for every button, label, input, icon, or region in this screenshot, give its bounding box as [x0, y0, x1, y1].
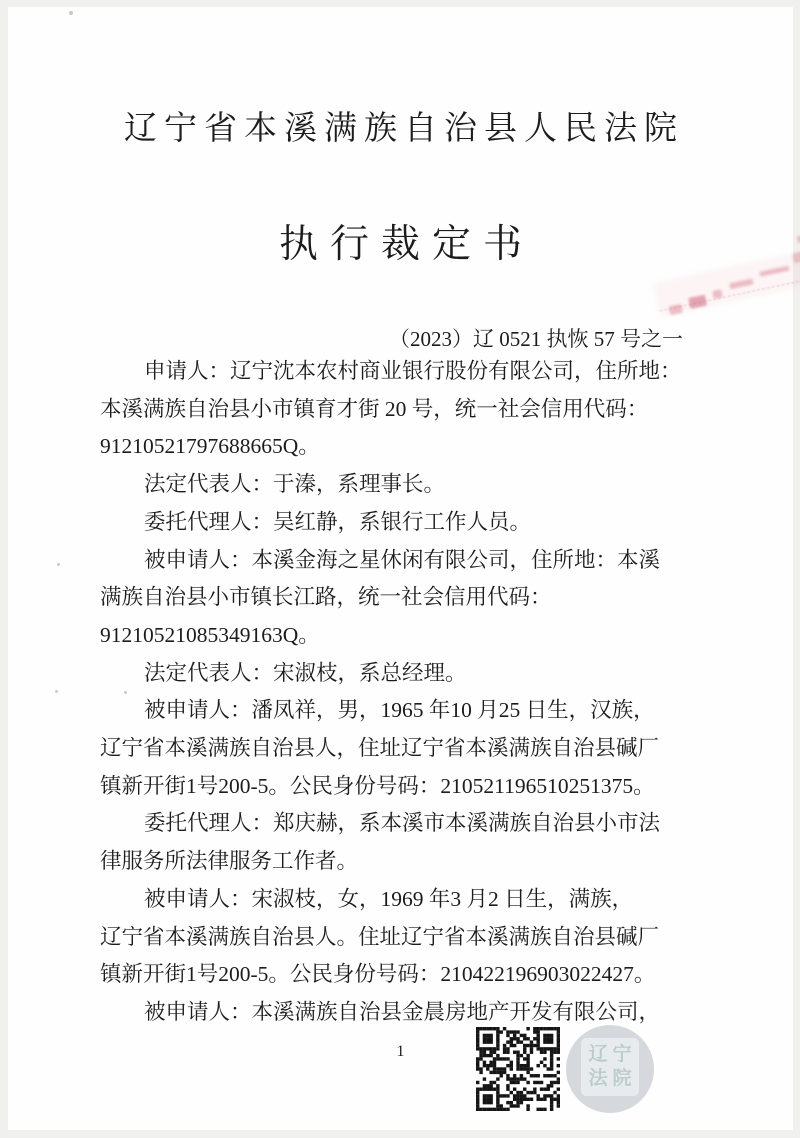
page-number: 1 — [396, 1043, 405, 1060]
scan-speck — [57, 563, 60, 566]
seal-text-line2: 法院 — [588, 1068, 637, 1089]
scan-speck — [69, 11, 73, 15]
body-line: 辽宁省本溪满族自治县人。住址辽宁省本溪满族自治县碱厂 — [100, 924, 660, 949]
body-line: 满族自治县小市镇长江路，统一社会信用代码： — [100, 585, 552, 610]
scan-speck — [55, 690, 58, 693]
document-title: 执行裁定书 — [278, 223, 534, 266]
body-line: 镇新开街1号200-5。公民身份号码：210422196903022427。 — [100, 962, 656, 987]
body-line: 法定代表人：宋淑枝，系总经理。 — [144, 660, 467, 685]
body-line: 被申请人：潘凤祥，男，1965 年10 月25 日生，汉族， — [144, 698, 655, 723]
body-line: 法定代表人：于溱，系理事长。 — [144, 472, 446, 497]
body-line: 委托代理人：吴红静，系银行工作人员。 — [144, 509, 532, 534]
body-line: 91210521085349163Q。 — [100, 622, 320, 647]
case-number: （2023）辽 0521 执恢 57 号之一 — [389, 327, 683, 351]
seal-inner-square — [581, 1038, 639, 1096]
body-line: 被申请人：宋淑枝，女，1969 年3 月2 日生，满族， — [144, 886, 634, 911]
document-page — [8, 7, 793, 1130]
body-line: 镇新开街1号200-5。公民身份号码：210521196510251375。 — [100, 773, 655, 798]
body-line: 委托代理人：郑庆赫，系本溪市本溪满族自治县小市法 — [144, 811, 661, 836]
body-line: 被申请人：本溪金海之星休闲有限公司，住所地：本溪 — [144, 547, 661, 572]
body-line: 本溪满族自治县小市镇育才街 20 号，统一社会信用代码： — [100, 396, 649, 421]
body-line: 91210521797688665Q。 — [100, 434, 320, 459]
body-line: 律服务所法律服务工作者。 — [100, 849, 359, 874]
body-text — [100, 353, 740, 1032]
court-name: 辽宁省本溪满族自治县人民法院 — [124, 111, 684, 147]
court-seal-watermark-icon — [566, 1025, 654, 1113]
scan-speck — [124, 691, 127, 694]
qr-code-icon — [476, 1027, 560, 1111]
body-line: 被申请人：本溪满族自治县金晨房地产开发有限公司， — [144, 999, 661, 1024]
seal-text-line1: 辽宁 — [588, 1044, 637, 1065]
body-line: 申请人：辽宁沈本农村商业银行股份有限公司，住所地： — [144, 359, 682, 383]
body-line: 辽宁省本溪满族自治县人，住址辽宁省本溪满族自治县碱厂 — [100, 736, 660, 761]
